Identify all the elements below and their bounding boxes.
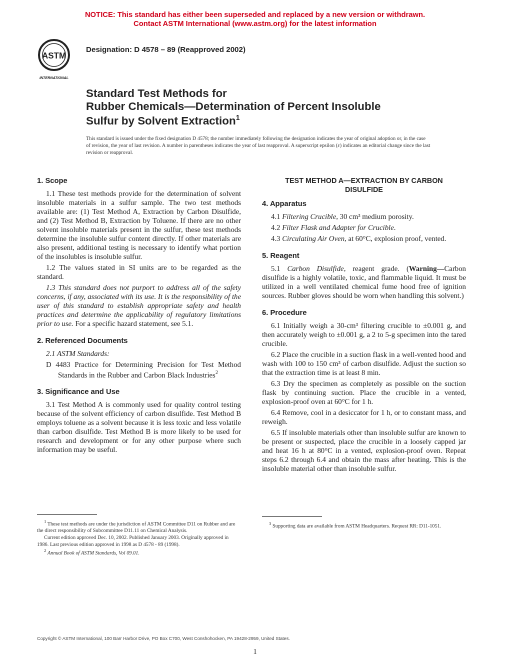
title-line-3: Sulfur by Solvent Extraction$^1$	[86, 115, 240, 128]
designation: Designation: D 4578 – 89 (Reapproved 2002)	[86, 45, 246, 54]
procedure-paragraph-4: 6.4 Remove, cool in a desiccator for 1 h, or to constant mass, and reweigh.	[262, 408, 466, 426]
apparatus-item-1: 4.1 Filtering Crucible, 30 cm³ medium porosity.	[271, 212, 414, 221]
left-column	[37, 176, 241, 456]
references-subheading: 2.1 ASTM Standards:	[46, 349, 110, 358]
footnote-rule-left	[37, 514, 97, 515]
references-heading: 2. Referenced Documents	[37, 336, 128, 345]
footnotes-left	[37, 519, 241, 557]
notice-line-2: Contact ASTM International (www.astm.org) for the latest information	[133, 19, 377, 28]
document-title	[86, 88, 446, 129]
procedure-paragraph-5: 6.5 If insoluble materials other than insoluble sulfur are known to be present or suspected, place the crucible in a loosely capped jar and heat 16 h at 80°C in a vented, explosion-proof oven. Repeat steps 6.2 through 6.4 and obtain the mass after heating. This is the insoluble material other than insoluble sulfur.	[262, 428, 466, 473]
copyright-line: Copyright © ASTM International, 100 Barr Harbor Drive, PO Box C700, West Conshohocken, PA 19428-2959, United States.	[37, 636, 290, 641]
procedure-paragraph-3: 6.3 Dry the specimen as completely as possible on the suction flask by continuing suction. Place the crucible in a vented, explosion-proof oven at 60°C for 1 h.	[262, 379, 466, 406]
logo-subtext: INTERNATIONAL	[39, 76, 69, 80]
title-line-2: Rubber Chemicals—Determination of Percent Insoluble	[86, 100, 381, 113]
issuance-statement: This standard is issued under the fixed designation D 4578; the number immediately following the designation indicates the year of original adoption or, in the case of revision, the year of last revision. A number in parentheses indicates the year of last reapproval. A superscript epsilon (ε) indicates an editorial change since the last revision or reapproval.	[86, 136, 431, 157]
apparatus-item-3: 4.3 Circulating Air Oven, at 60°C, explosion proof, vented.	[271, 234, 447, 243]
notice-line-1: NOTICE: This standard has either been superseded and replaced by a new version or withdrawn.	[84, 10, 426, 19]
footnote-3: $^3$ Supporting data are available from ASTM Headquarters. Request RR: D11-1051.	[269, 521, 442, 530]
apparatus-heading: 4. Apparatus	[262, 199, 307, 208]
title-footnote-mark: 1	[235, 115, 240, 123]
method-a-title: TEST METHOD A—EXTRACTION BY CARBON DISULFIDE	[285, 176, 443, 194]
footnote-1b: Current edition approved Dec. 10, 2002. Published January 2003. Originally approved in 1986. Last previous edition approved in 1998 as D 4578 - 89 (1998).	[37, 534, 229, 548]
title-line-1: Standard Test Methods for	[86, 88, 227, 100]
scope-paragraph-1: 1.1 These test methods provide for the determination of solvent insoluble materials in a sulfur sample. The two test methods available are: (1) Test Method A, Extraction by Carbon Disulfide, and (2) Test Method B, Extraction by Toluene. If there are no other solvent insoluble materials present in the sulfur, these test methods determine the insoluble sulfur content directly. If other materials are also present, additional testing is necessary to identify what portion of the insolubles is insoluble sulfur.	[37, 189, 241, 261]
footnotes-right	[262, 521, 466, 530]
scope-heading: 1. Scope	[37, 176, 68, 185]
procedure-heading: 6. Procedure	[262, 308, 307, 317]
scope-paragraph-2: 1.2 The values stated in SI units are to be regarded as the standard.	[37, 263, 241, 281]
reagent-heading: 5. Reagent	[262, 251, 300, 260]
reference-item: D 4483 Practice for Determining Precision for Test Method Standards in the Rubber and Carbon Black Industries$^2$	[46, 360, 241, 380]
procedure-paragraph-2: 6.2 Place the crucible in a suction flask in a well-vented hood and wash with 100 to 150 cm³ of carbon disulfide. Adjust the suction so that the extraction time is at least 8 min.	[262, 350, 466, 377]
apparatus-item-2: 4.2 Filter Flask and Adapter for Crucible.	[271, 223, 396, 232]
footnote-1: $^1$ These test methods are under the jurisdiction of ASTM Committee D11 on Rubber and are the direct responsibility of Subcommittee D11.11 on Chemical Analysis.	[37, 519, 236, 535]
page-number: 1	[253, 648, 257, 656]
reagent-paragraph: 5.1 Carbon Disulfide, reagent grade. (Warning—Carbon disulfide is a highly volatile, toxic, and flammable liquid. It must be utilized in a well ventilated chemical fume hood free of ignition sources. Rubber gloves should be worn when handling this solvent.)	[262, 264, 466, 300]
right-column	[262, 176, 466, 475]
footnote-rule-right	[262, 516, 322, 517]
significance-heading: 3. Significance and Use	[37, 387, 120, 397]
logo-text: ASTM	[41, 50, 67, 61]
withdrawal-notice	[0, 10, 510, 28]
significance-paragraph-1: 3.1 Test Method A is commonly used for quality control testing because of the solvent efficiency of carbon disulfide. Test Method B employs toluene as a solvent because it is less toxic and less volatile than carbon disulfide. Test Method B is more likely to be used for research and development or for any other purpose where such information may be useful.	[37, 400, 241, 455]
astm-logo	[37, 38, 71, 82]
footnote-2: $^2$ Annual Book of ASTM Standards, Vol 09.01.	[44, 548, 140, 557]
procedure-paragraph-1: 6.1 Initially weigh a 30-cm³ filtering crucible to ±0.001 g, and then accurately weigh to ±0.001 g, a 2 to 5-g specimen into the tared crucible.	[262, 321, 466, 348]
scope-paragraph-3: 1.3 This standard does not purport to address all of the safety concerns, if any, associated with its use. It is the responsibility of the user of this standard to establish appropriate safety and health practices and determine the applicability of regulatory limitations prior to use. For a specific hazard statement, see 5.1.	[37, 283, 241, 328]
